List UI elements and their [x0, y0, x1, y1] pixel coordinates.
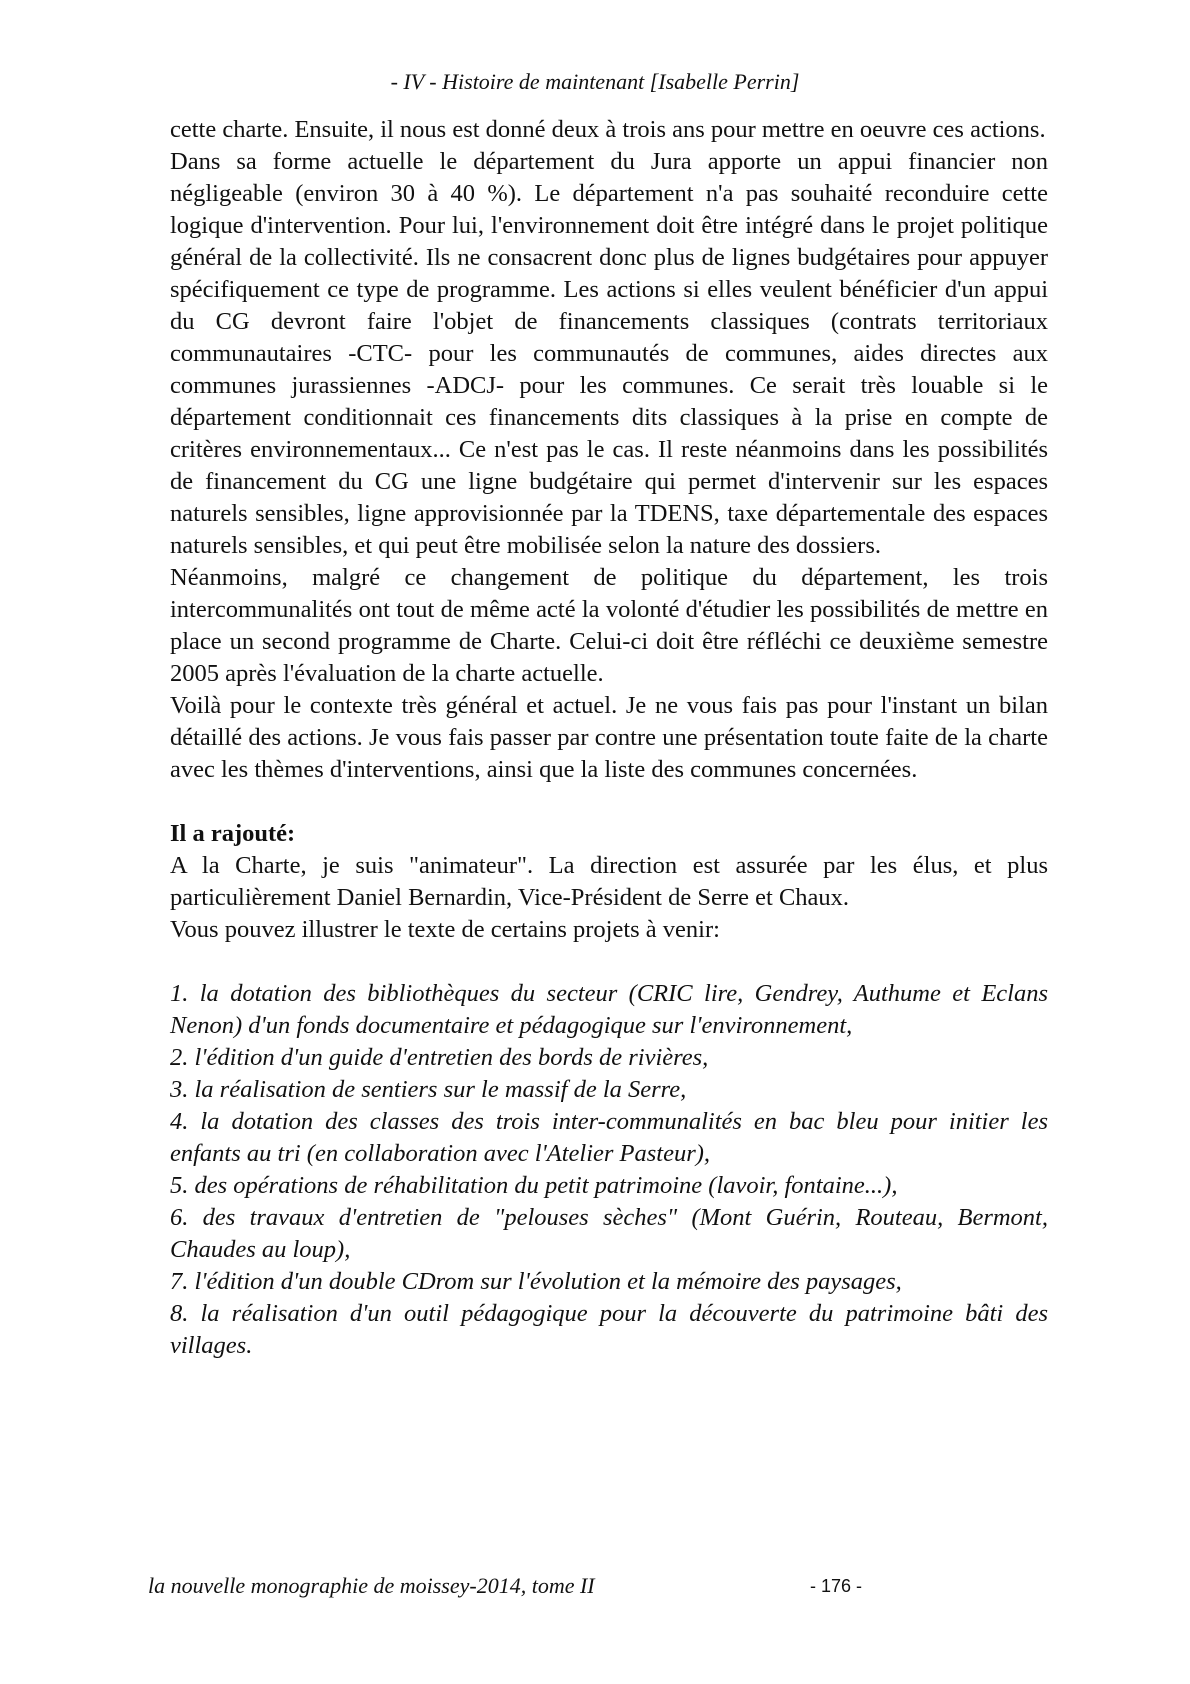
paragraph: Vous pouvez illustrer le texte de certains projets à venir:: [170, 916, 720, 943]
spacer: [170, 946, 1048, 978]
section-heading: Il a rajouté:: [170, 820, 296, 847]
paragraph: Voilà pour le contexte très général et actuel. Je ne vous fais pas pour l'instant un bilan détaillé des actions. Je vous fais passer par contre une présentation toute faite de la charte avec les thèmes d'interventions, ainsi que la liste des communes concernées.: [170, 692, 1048, 783]
project-item: 3. la réalisation de sentiers sur le massif de la Serre,: [170, 1076, 687, 1103]
page-body: [170, 114, 1048, 1362]
spacer: [170, 786, 1048, 818]
project-list: [170, 978, 1048, 1362]
page-number: - 176 -: [810, 1576, 863, 1596]
project-item: 7. l'édition d'un double CDrom sur l'évolution et la mémoire des paysages,: [170, 1268, 902, 1295]
footer-publication: la nouvelle monographie de moissey-2014, tome II: [148, 1573, 595, 1598]
project-item: 6. des travaux d'entretien de "pelouses sèches" (Mont Guérin, Routeau, Bermont, Chaudes au loup),: [170, 1204, 1048, 1263]
paragraph: Néanmoins, malgré ce changement de politique du département, les trois intercommunalités ont tout de même acté la volonté d'étudier les possibilités de mettre en place un second programme de Charte. Celui-ci doit être réfléchi ce deuxième semestre 2005 après l'évaluation de la charte actuelle.: [170, 564, 1048, 687]
project-item: 1. la dotation des bibliothèques du secteur (CRIC lire, Gendrey, Authume et Eclans Nenon) d'un fonds documentaire et pédagogique sur l'environnement,: [170, 980, 1048, 1039]
project-item: 5. des opérations de réhabilitation du petit patrimoine (lavoir, fontaine...),: [170, 1172, 898, 1199]
project-item: 8. la réalisation d'un outil pédagogique pour la découverte du patrimoine bâti des villages.: [170, 1300, 1048, 1359]
paragraph: A la Charte, je suis "animateur". La direction est assurée par les élus, et plus particulièrement Daniel Bernardin, Vice-Président de Serre et Chaux.: [170, 852, 1048, 911]
paragraph: Dans sa forme actuelle le département du Jura apporte un appui financier non négligeable (environ 30 à 40 %). Le département n'a pas souhaité reconduire cette logique d'intervention. Pour lui, l'environnement doit être intégré dans le projet politique général de la collectivité. Ils ne consacrent donc plus de lignes budgétaires pour appuyer spécifiquement ce type de programme. Les actions si elles veulent bénéficier d'un appui du CG devront faire l'objet de financements classiques (contrats territoriaux communautaires -CTC- pour les communautés de communes, aides directes aux communes jurassiennes -ADCJ- pour les communes. Ce serait très louable si le département conditionnait ces financements dits classiques à la prise en compte de critères environnementaux... Ce n'est pas le cas. Il reste néanmoins dans les possibilités de financement du CG une ligne budgétaire qui permet d'intervenir sur les espaces naturels sensibles, ligne approvisionnée par la TDENS, taxe départementale des espaces naturels sensibles, et qui peut être mobilisée selon la nature des dossiers.: [170, 148, 1048, 559]
project-item: 2. l'édition d'un guide d'entretien des bords de rivières,: [170, 1044, 709, 1071]
paragraph: cette charte. Ensuite, il nous est donné deux à trois ans pour mettre en oeuvre ces actions.: [170, 116, 1046, 143]
project-item: 4. la dotation des classes des trois inter-communalités en bac bleu pour initier les enfants au tri (en collaboration avec l'Atelier Pasteur),: [170, 1108, 1048, 1167]
running-header: - IV - Histoire de maintenant [Isabelle Perrin]: [390, 69, 800, 94]
